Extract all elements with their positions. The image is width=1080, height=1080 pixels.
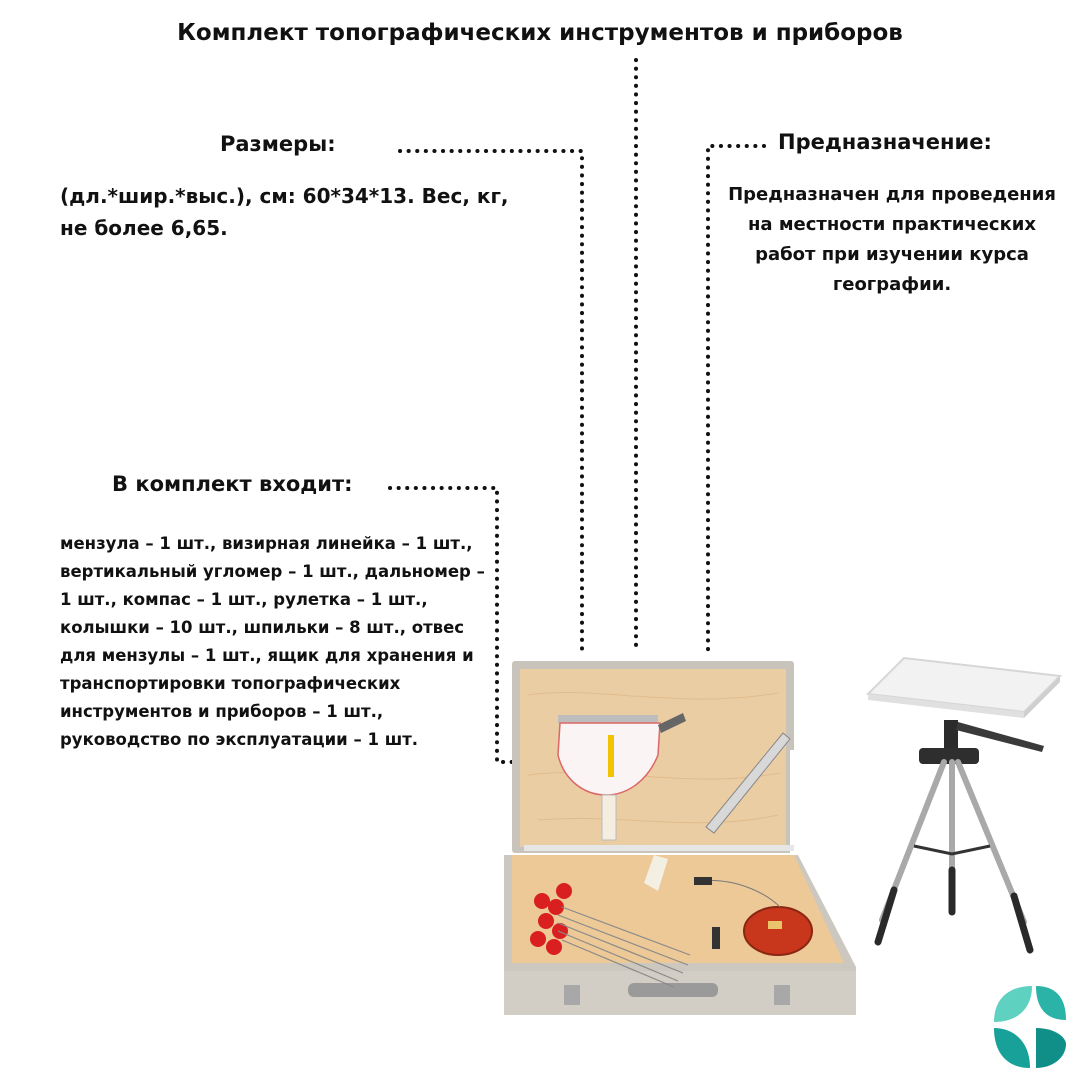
brand-logo-icon	[990, 984, 1070, 1070]
box-handle	[628, 983, 718, 997]
tripod-photo	[864, 650, 1064, 970]
dimensions-heading: Размеры:	[220, 132, 336, 156]
kit-contents-text: мензула – 1 шт., визирная линейка – 1 шт., вертикальный угломер – 1 шт., дальномер – 1 шт., компас – 1 шт., рулетка – 1 шт., колышки – 10 шт., шпильки – 8 шт., отвес для мензулы – 1 шт., ящик для хранения и транспортировки топографических инструментов и приборов – 1 шт., руководство по эксплуатации – 1 шт.	[60, 534, 485, 749]
plane-table-board	[868, 658, 1060, 712]
dimensions-text: (дл.*шир.*выс.), см: 60*34*13. Вес, кг, не более 6,65.	[60, 184, 509, 240]
page-title: Комплект топографических инструментов и приборов	[177, 20, 903, 46]
toolbox-photo	[498, 655, 858, 1027]
purpose-heading: Предназначение:	[778, 130, 992, 154]
connector-purpose-line	[708, 146, 764, 650]
kit-heading: В комплект входит:	[112, 472, 353, 496]
tape-measure	[744, 907, 812, 955]
connector-dimensions-line	[400, 151, 582, 650]
purpose-text: Предназначен для проведения на местности практических работ при изучении курса географии.	[728, 184, 1056, 295]
